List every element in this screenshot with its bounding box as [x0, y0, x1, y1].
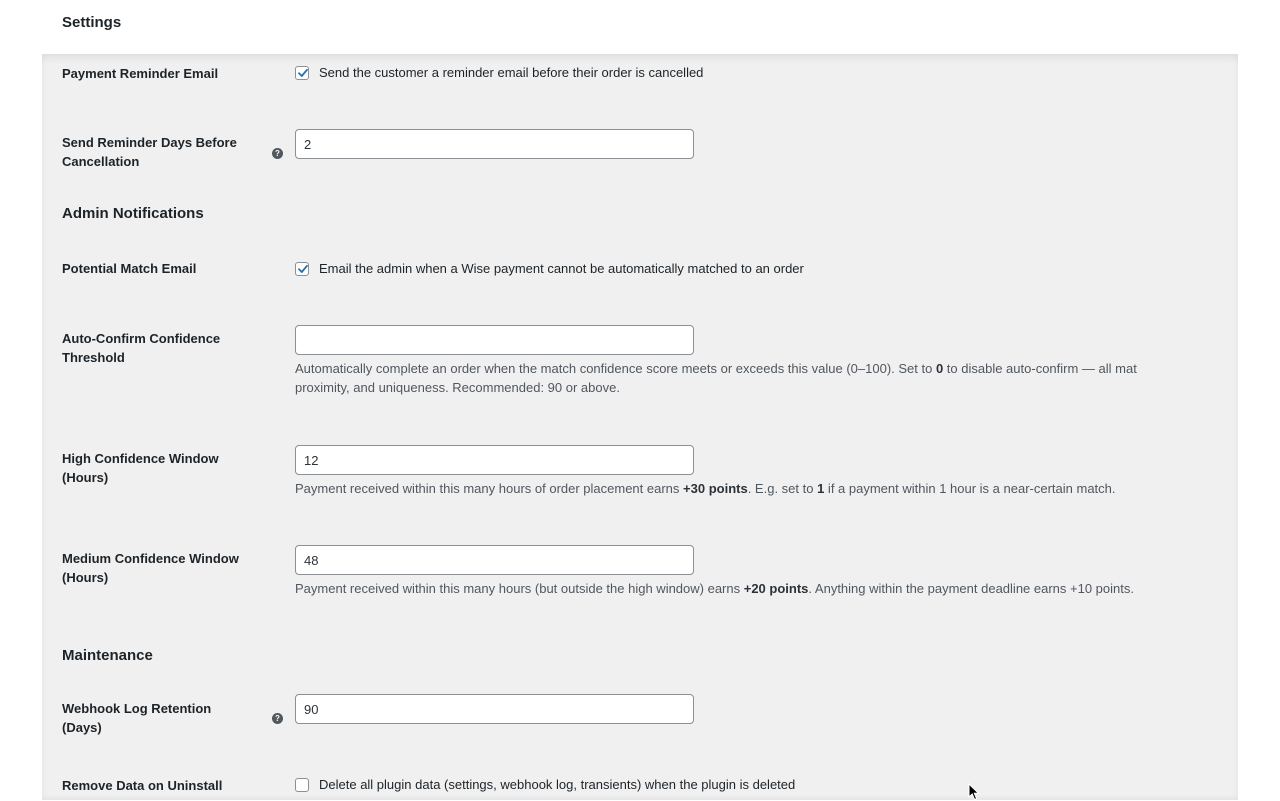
high-window-label-line2: (Hours) [62, 470, 109, 485]
log-retention-label-line1: Webhook Log Retention [62, 701, 212, 716]
high-window-label-line1: High Confidence Window [62, 451, 219, 466]
high-window-input[interactable] [295, 445, 694, 475]
help-icon[interactable]: ? [272, 148, 283, 159]
remove-data-label: Remove Data on Uninstall [62, 778, 223, 793]
mouse-cursor-icon [968, 783, 980, 801]
potential-match-label: Potential Match Email [62, 261, 197, 276]
high-window-label [62, 449, 252, 487]
reminder-days-label [62, 133, 252, 171]
checkmark-icon [297, 67, 309, 79]
checkmark-icon [297, 263, 309, 275]
help-icon[interactable]: ? [272, 713, 283, 724]
desc-bold: 0 [935, 361, 944, 376]
admin-notifications-heading: Admin Notifications [62, 205, 204, 222]
medium-window-input[interactable] [295, 545, 694, 575]
medium-window-label-line2: (Hours) [62, 570, 109, 585]
settings-panel [42, 54, 1238, 800]
desc-text: Payment received within this many hours of order placement earns [295, 481, 684, 496]
remove-data-checkbox-label[interactable]: Delete all plugin data (settings, webhook log, transients) when the plugin is deleted [319, 777, 796, 792]
desc-text: . E.g. set to [747, 481, 818, 496]
medium-window-label [62, 549, 252, 587]
desc-bold: +30 points [683, 481, 748, 496]
auto-confirm-label [62, 329, 252, 367]
log-retention-label [62, 699, 252, 737]
desc-text: Automatically complete an order when the match confidence score meets or exceeds this value (0–100). Set to [295, 361, 936, 376]
potential-match-checkbox-label[interactable]: Email the admin when a Wise payment cannot be automatically matched to an order [319, 261, 804, 276]
medium-window-description [295, 579, 1134, 598]
desc-text: if a payment within 1 hour is a near-certain match. [824, 481, 1116, 496]
desc-bold: +20 points [743, 581, 809, 596]
desc-text: to disable auto-confirm — all mat [943, 361, 1137, 376]
desc-bold: 1 [817, 481, 825, 496]
panel-top-shadow [42, 54, 1238, 64]
log-retention-label-line2: (Days) [62, 720, 102, 735]
payment-reminder-label: Payment Reminder Email [62, 66, 219, 81]
auto-confirm-description [295, 359, 1137, 378]
medium-window-label-line1: Medium Confidence Window [62, 551, 239, 566]
auto-confirm-label-line2: Threshold [62, 350, 125, 365]
remove-data-checkbox[interactable] [295, 778, 309, 792]
high-window-description [295, 479, 1116, 498]
auto-confirm-input[interactable] [295, 325, 694, 355]
page-title: Settings [62, 14, 122, 31]
potential-match-checkbox[interactable] [295, 262, 309, 276]
auto-confirm-description-line2: proximity, and uniqueness. Recommended: 90 or above. [295, 380, 620, 395]
payment-reminder-checkbox-label[interactable]: Send the customer a reminder email before their order is cancelled [319, 65, 704, 80]
desc-text: . Anything within the payment deadline earns +10 points. [808, 581, 1134, 596]
reminder-days-label-line1: Send Reminder Days Before [62, 135, 237, 150]
settings-header [0, 0, 1280, 54]
payment-reminder-checkbox[interactable] [295, 66, 309, 80]
log-retention-input[interactable] [295, 694, 694, 724]
maintenance-heading: Maintenance [62, 647, 153, 664]
desc-text: Payment received within this many hours (but outside the high window) earns [295, 581, 744, 596]
reminder-days-input[interactable] [295, 129, 694, 159]
auto-confirm-label-line1: Auto-Confirm Confidence [62, 331, 221, 346]
reminder-days-label-line2: Cancellation [62, 154, 140, 169]
